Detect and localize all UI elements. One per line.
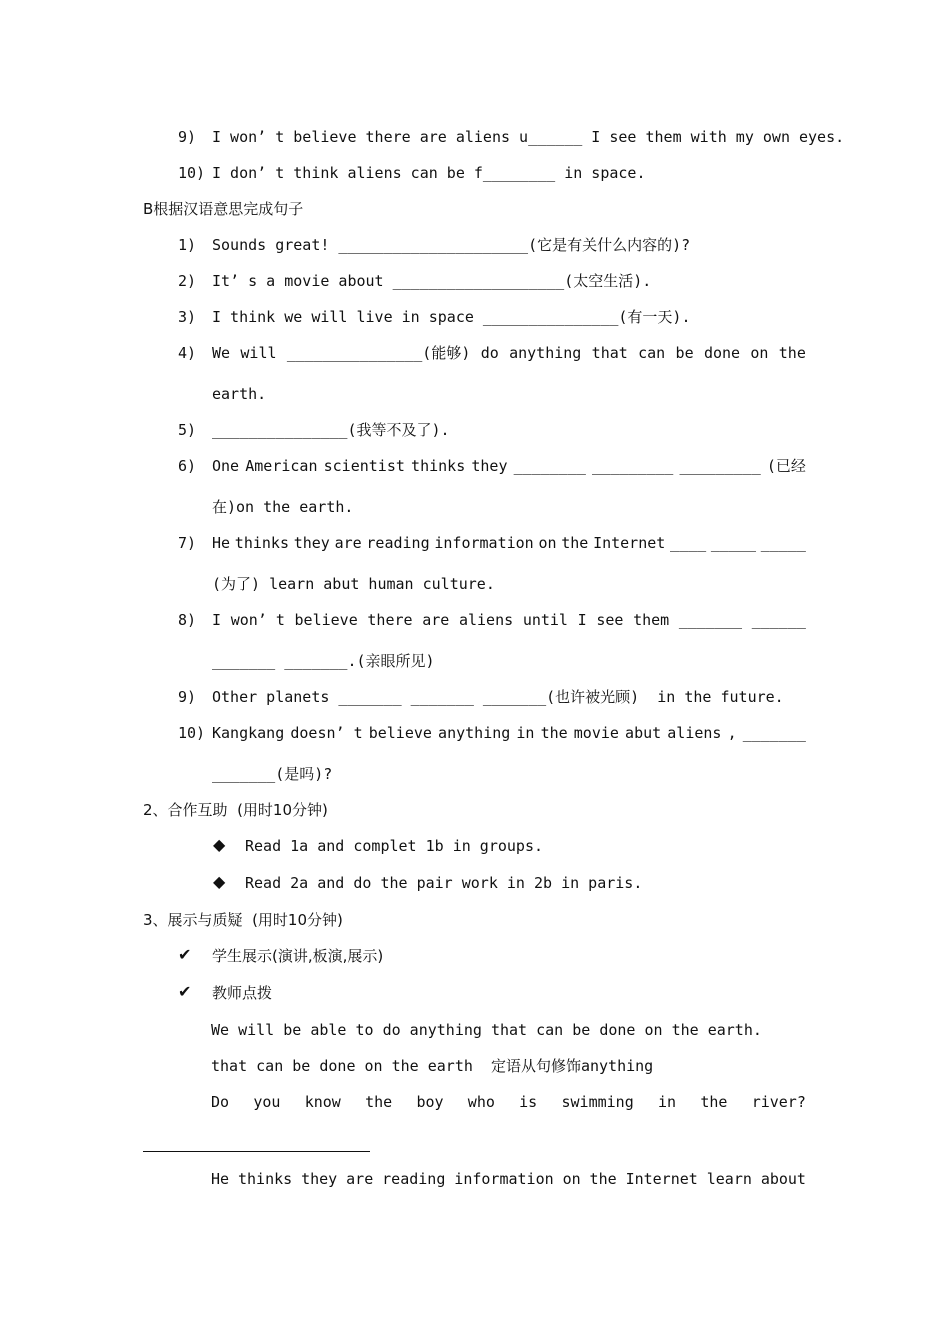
word: the (561, 534, 589, 552)
exercise-line-justified (212, 456, 806, 476)
section-heading-b: B根据汉语意思完成句子 (143, 200, 304, 218)
item-number: 1) (178, 236, 197, 254)
word: _________ (679, 457, 761, 475)
word: on (750, 344, 769, 362)
item-number: 4) (178, 344, 197, 362)
word: He (212, 534, 231, 552)
exercise-line: I won’ t believe there are aliens u______ I see them with my own eyes. (212, 128, 845, 146)
exercise-line-continuation: _______(是吗)? (212, 765, 333, 783)
word: information (454, 1170, 554, 1188)
word: the (778, 344, 806, 362)
exercise-line-continuation: earth. (212, 385, 267, 403)
word: anything (438, 724, 511, 742)
word: He (211, 1170, 230, 1188)
exercise-line: Sounds great! _____________________(它是有关什么内容的)? (212, 236, 691, 254)
word: will (240, 344, 277, 362)
word: reading (382, 1170, 446, 1188)
word: until (522, 611, 568, 629)
word: ______ (751, 611, 806, 629)
word: do (480, 344, 499, 362)
exercise-line-justified (212, 533, 806, 553)
item-number: 7) (178, 534, 197, 552)
word: be (675, 344, 694, 362)
item-number: 6) (178, 457, 197, 475)
word: information (434, 534, 534, 552)
word: _____ (710, 534, 757, 552)
word: on (538, 534, 557, 552)
word: see (596, 611, 624, 629)
item-number: 10) (178, 164, 206, 182)
word: learn (706, 1170, 752, 1188)
example-sentence: We will be able to do anything that can be done on the earth. (211, 1021, 762, 1039)
checkmark-icon: ✔ (178, 982, 192, 1001)
word: in (516, 724, 535, 742)
word: abut (625, 724, 662, 742)
word: that (591, 344, 628, 362)
word: aliens (667, 724, 722, 742)
section-heading-3: 3、展示与质疑 (用时10分钟) (143, 911, 343, 929)
check-item: 教师点拨 (212, 984, 273, 1002)
word: done (703, 344, 741, 362)
word: on (562, 1170, 581, 1188)
word: can (638, 344, 666, 362)
exercise-line-justified (212, 343, 806, 363)
word: Kangkang (212, 724, 285, 742)
word: is (519, 1093, 538, 1111)
exercise-line-justified (212, 723, 806, 743)
word: , (727, 724, 737, 742)
word: Internet (625, 1170, 698, 1188)
word: boy (416, 1093, 444, 1111)
word: _______ (742, 724, 806, 742)
word: _________ (592, 457, 674, 475)
word: (已经 (766, 457, 806, 475)
word: thinks (234, 534, 289, 552)
checkmark-icon: ✔ (178, 945, 192, 964)
word: anything (509, 344, 582, 362)
word: Internet (593, 534, 666, 552)
word: about (760, 1170, 806, 1188)
item-number: 2) (178, 272, 197, 290)
word: We (212, 344, 231, 362)
word: there (367, 611, 413, 629)
word: the (589, 1170, 617, 1188)
exercise-line-continuation: _______ _______.(亲眼所见) (212, 652, 435, 670)
word: who (467, 1093, 495, 1111)
word: _______________(能够) (286, 344, 471, 362)
word: aliens (458, 611, 514, 629)
section-heading-2: 2、合作互助 (用时10分钟) (143, 801, 328, 819)
word: you (253, 1093, 281, 1111)
word: reading (366, 534, 430, 552)
word: Do (211, 1093, 230, 1111)
item-number: 9) (178, 688, 197, 706)
exercise-line: Other planets _______ _______ _______(也许被光顾) in the future. (212, 688, 784, 706)
exercise-line: _______________(我等不及了). (212, 421, 450, 439)
item-number: 5) (178, 421, 197, 439)
word: the (700, 1093, 728, 1111)
word: them (633, 611, 670, 629)
word: they (293, 534, 330, 552)
word: scientist (323, 457, 405, 475)
item-number: 3) (178, 308, 197, 326)
item-number: 10) (178, 724, 206, 742)
diamond-bullet-icon: ◆ (213, 872, 226, 891)
word: ________ (513, 457, 586, 475)
exercise-line-continuation: (为了) learn abut human culture. (212, 575, 495, 593)
example-sentence-justified (211, 1169, 806, 1189)
exercise-line-continuation: 在)on the earth. (212, 498, 354, 516)
word: believe (294, 611, 358, 629)
word: in (658, 1093, 677, 1111)
word: the (365, 1093, 393, 1111)
word: river? (751, 1093, 806, 1111)
word: thinks (237, 1170, 293, 1188)
word: know (304, 1093, 341, 1111)
word: are (422, 611, 450, 629)
word: won’ t (230, 611, 285, 629)
word: _____ (760, 534, 806, 552)
word: they (471, 457, 508, 475)
word: movie (573, 724, 619, 742)
item-number: 8) (178, 611, 197, 629)
bullet-item: Read 2a and do the pair work in 2b in paris. (245, 874, 643, 892)
word: swimming (561, 1093, 634, 1111)
word: I (577, 611, 587, 629)
word: doesn’ t (290, 724, 363, 742)
word: thinks (411, 457, 466, 475)
exercise-line: It’ s a movie about ___________________(太空生活). (212, 272, 652, 290)
word: are (334, 534, 362, 552)
example-sentence-justified (211, 1092, 806, 1112)
item-number: 9) (178, 128, 197, 146)
grammar-note: that can be done on the earth 定语从句修饰anything (211, 1057, 654, 1075)
word: I (212, 611, 222, 629)
exercise-line: I don’ t think aliens can be f________ in space. (212, 164, 646, 182)
exercise-line-justified (212, 610, 806, 630)
check-item: 学生展示(演讲,板演,展示) (212, 947, 384, 965)
bullet-item: Read 1a and complet 1b in groups. (245, 837, 544, 855)
word: ____ (670, 534, 707, 552)
word: they (301, 1170, 338, 1188)
word: One (212, 457, 240, 475)
word: the (540, 724, 568, 742)
word: believe (368, 724, 432, 742)
word: are (346, 1170, 374, 1188)
footnote-divider (143, 1151, 370, 1152)
diamond-bullet-icon: ◆ (213, 835, 226, 854)
exercise-line: I think we will live in space _______________(有一天). (212, 308, 691, 326)
word: American (245, 457, 318, 475)
word: _______ (678, 611, 743, 629)
